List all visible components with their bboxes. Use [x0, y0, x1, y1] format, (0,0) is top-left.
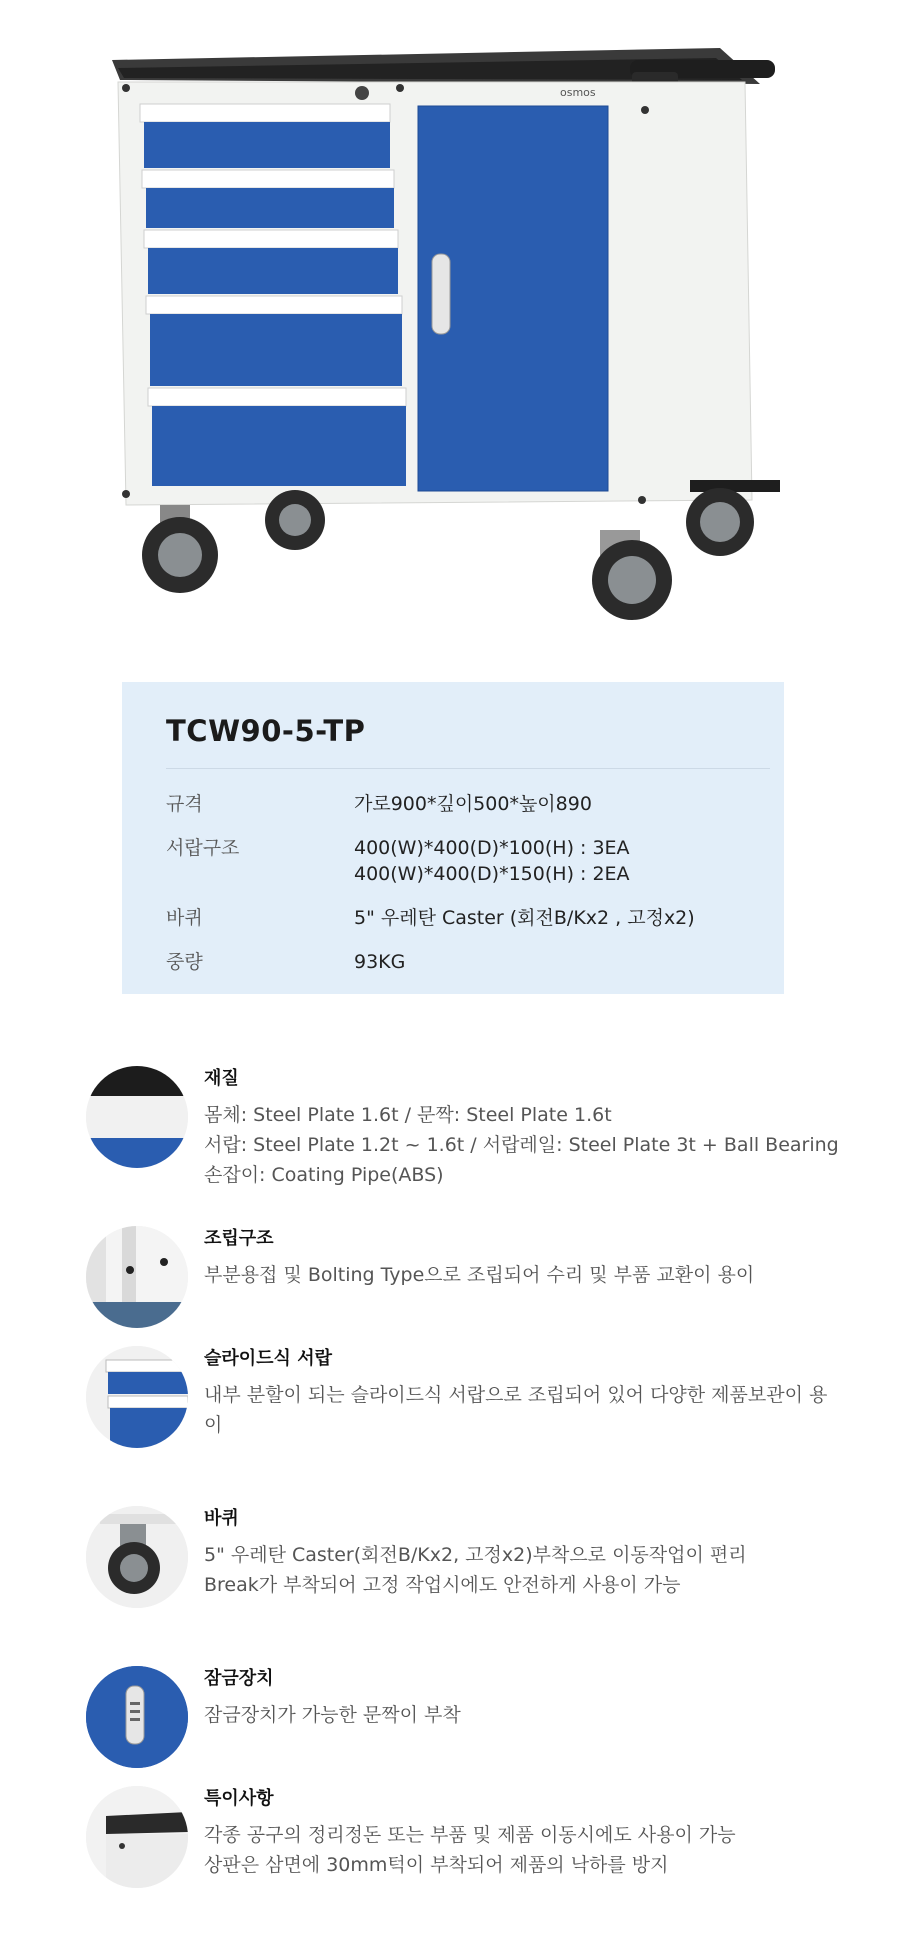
wheel-thumbnail — [86, 1506, 188, 1608]
feature-description — [204, 1260, 844, 1290]
feature-line: 부분용접 및 Bolting Type으로 조립되어 수리 및 부품 교환이 용이 — [204, 1264, 755, 1286]
feature-description — [204, 1380, 844, 1440]
drawer-thumbnail — [86, 1346, 188, 1448]
feature-line: 5" 우레탄 Caster(회전B/Kx2, 고정x2)부착으로 이동작업이 편리 — [204, 1544, 747, 1566]
assembly-thumbnail — [86, 1226, 188, 1328]
feature-description — [204, 1540, 844, 1600]
feature-line: 각종 공구의 정리정돈 또는 부품 및 제품 이동시에도 사용이 가능 — [204, 1824, 736, 1846]
feature-line: 이 — [204, 1414, 223, 1436]
feature-line: 손잡이: Coating Pipe(ABS) — [204, 1164, 444, 1186]
spec-label: 서랍구조 — [166, 837, 240, 859]
spec-value: 93KG — [354, 951, 406, 973]
spec-value: 가로900*깊이500*높이890 — [354, 793, 592, 815]
feature-description — [204, 1820, 844, 1880]
top-plate-thumbnail — [86, 1786, 188, 1888]
spec-label: 중량 — [166, 951, 203, 973]
product-image — [0, 0, 900, 650]
feature-description — [204, 1700, 844, 1730]
feature-title: 특이사항 — [204, 1788, 274, 1809]
brand-mark: osmos — [560, 86, 596, 99]
spec-value: 400(W)*400(D)*150(H) : 2EA — [354, 863, 630, 885]
feature-title: 잠금장치 — [204, 1668, 274, 1689]
spec-box — [122, 682, 784, 994]
feature-line: 몸체: Steel Plate 1.6t / 문짝: Steel Plate 1.6t — [204, 1104, 612, 1126]
feature-title: 조립구조 — [204, 1228, 274, 1249]
spec-label: 규격 — [166, 793, 203, 815]
spec-divider — [166, 768, 770, 769]
door-lock — [432, 254, 450, 334]
model-name: TCW90-5-TP — [166, 714, 366, 748]
material-thumbnail — [86, 1066, 188, 1168]
feature-title: 바퀴 — [204, 1508, 239, 1529]
spec-value: 5" 우레탄 Caster (회전B/Kx2 , 고정x2) — [354, 907, 695, 929]
feature-line: Break가 부착되어 고정 작업시에도 안전하게 사용이 가능 — [204, 1574, 681, 1596]
feature-description — [204, 1100, 844, 1190]
feature-line: 서랍: Steel Plate 1.2t ~ 1.6t / 서랍레일: Steel Plate 3t + Ball Bearing — [204, 1134, 839, 1156]
spec-value: 400(W)*400(D)*100(H) : 3EA — [354, 837, 630, 859]
spec-row-drawer — [166, 836, 766, 888]
spec-label: 바퀴 — [166, 907, 203, 929]
feature-line: 잠금장치가 가능한 문짝이 부착 — [204, 1704, 461, 1726]
lock-thumbnail — [86, 1666, 188, 1768]
feature-line: 상판은 삼면에 30mm턱이 부착되어 제품의 낙하를 방지 — [204, 1854, 669, 1876]
feature-line: 내부 분할이 되는 슬라이드식 서랍으로 조립되어 있어 다양한 제품보관이 용 — [204, 1384, 828, 1406]
feature-title: 슬라이드식 서랍 — [204, 1348, 332, 1369]
feature-title: 재질 — [204, 1068, 239, 1089]
